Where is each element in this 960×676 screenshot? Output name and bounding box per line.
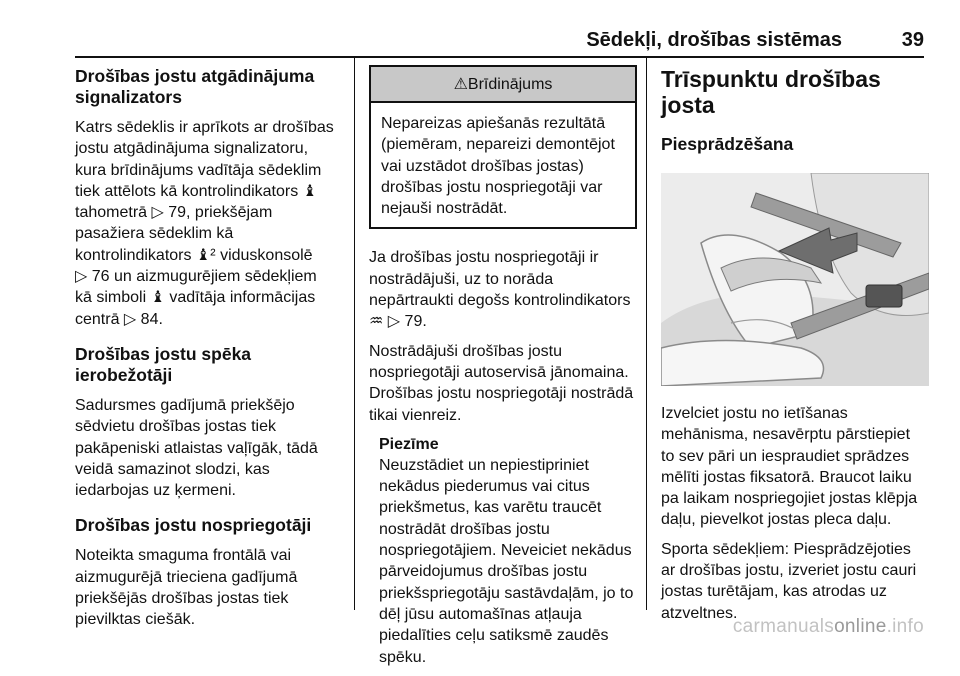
page-number: 39	[901, 29, 924, 51]
page-header-title: Sēdekļi, drošības sistēmas	[586, 29, 842, 51]
column-divider-right	[646, 58, 647, 610]
column-left	[75, 58, 350, 639]
pretensioner-replace-text: Nostrādājuši drošības jostu nospriegotāji autoservisā jānomaina. Drošības jostu nospriegotāji nostrādā tikai vienreiz.	[369, 342, 634, 424]
watermark-suffix: .info	[886, 616, 924, 637]
column-right	[661, 58, 929, 632]
watermark-brand: online	[834, 616, 887, 637]
column-middle	[369, 58, 637, 676]
section-heading-force-limiters: Drošības jostu spēka ierobežotāji	[75, 343, 252, 385]
pretensioners-text: Noteikta smaguma frontālā vai aizmugurējā trieciena gadījumā priekšējās drošības jostas tiek pievilktas ciešāk.	[75, 547, 298, 629]
subheading-fastening: Piesprādzēšana	[661, 134, 794, 154]
column-divider-left	[354, 58, 355, 610]
section-heading-belt-reminder: Drošības jostu atgādinājuma signalizators	[75, 66, 315, 107]
pretensioner-indicator-text: Ja drošības jostu nospriegotāji ir nostrādājuši, uz to norāda nepārtraukti degošs kontrolindikators ♒ ▷ 79.	[369, 249, 631, 331]
belt-reminder-text: Katrs sēdeklis ir aprīkots ar drošības jostu atgādinājuma signalizatoru, kura brīdinājums vadītāja sēdeklim tiek attēlots kā kontrolindikators ♝ tahometrā ▷ 79, priekšējam pasažiera sēdeklim kā kontrolindikators ♝² viduskonsolē ▷ 76 un aizmugurējiem sēdekļiem kā simboli ♝ vadītāja informācijas centrā ▷ 84.	[75, 119, 334, 328]
force-limiters-text: Sadursmes gadījumā priekšējo sēdvietu drošības jostas tiek pakāpeniski atlaistas vaļīgāk, tādā veidā samazinot slodzi, kas iedarbojas uz ķermeni.	[75, 396, 318, 500]
note-text: Neuzstādiet un nepiestipriniet nekādus piederumus vai citus priekšmetus, kas varētu traucēt nostrādāt drošības jostu nospriegotājiem. Neveiciet nekādus pārveidojumus drošības jostu priekšspriegotāju sastāvdaļām, jo to dēļ jūsu automašīnas atļauja piedalīties ceļu satiksmē zaudēs spēku.	[379, 456, 634, 666]
section-heading-three-point-belt: Trīspunktu drošības josta	[661, 66, 881, 118]
warning-box	[369, 65, 637, 229]
section-heading-pretensioners: Drošības jostu nospriegotāji	[75, 515, 312, 536]
fastening-instructions-text: Izvelciet jostu no ietīšanas mehānisma, nesavērptu pārstiepiet to sev pāri un iespraudiet sprādzes mēlīti jostas fiksatorā. Braucot laiku pa laikam nospriegojiet jostas klēpja daļu, pievelkot jostas pleca daļu.	[661, 405, 918, 529]
watermark	[733, 616, 924, 638]
warning-text: Nepareizas apiešanās rezultātā (piemēram, nepareizi demontējot vai uzstādot drošības jostas) drošības jostu nospriegotāji var nejauši nostrādāt.	[381, 115, 615, 218]
seatbelt-illustration	[661, 173, 929, 386]
sport-seats-text: Sporta sēdekļiem: Piesprādzējoties ar drošības jostu, izveriet jostu cauri jostas turētājam, kas atrodas uz atzveltnes.	[661, 540, 917, 622]
warning-title: ⚠Brīdinājums	[371, 67, 635, 103]
watermark-prefix: carmanuals	[732, 616, 835, 637]
note-label: Piezīme	[379, 435, 439, 453]
note-block	[379, 434, 637, 668]
